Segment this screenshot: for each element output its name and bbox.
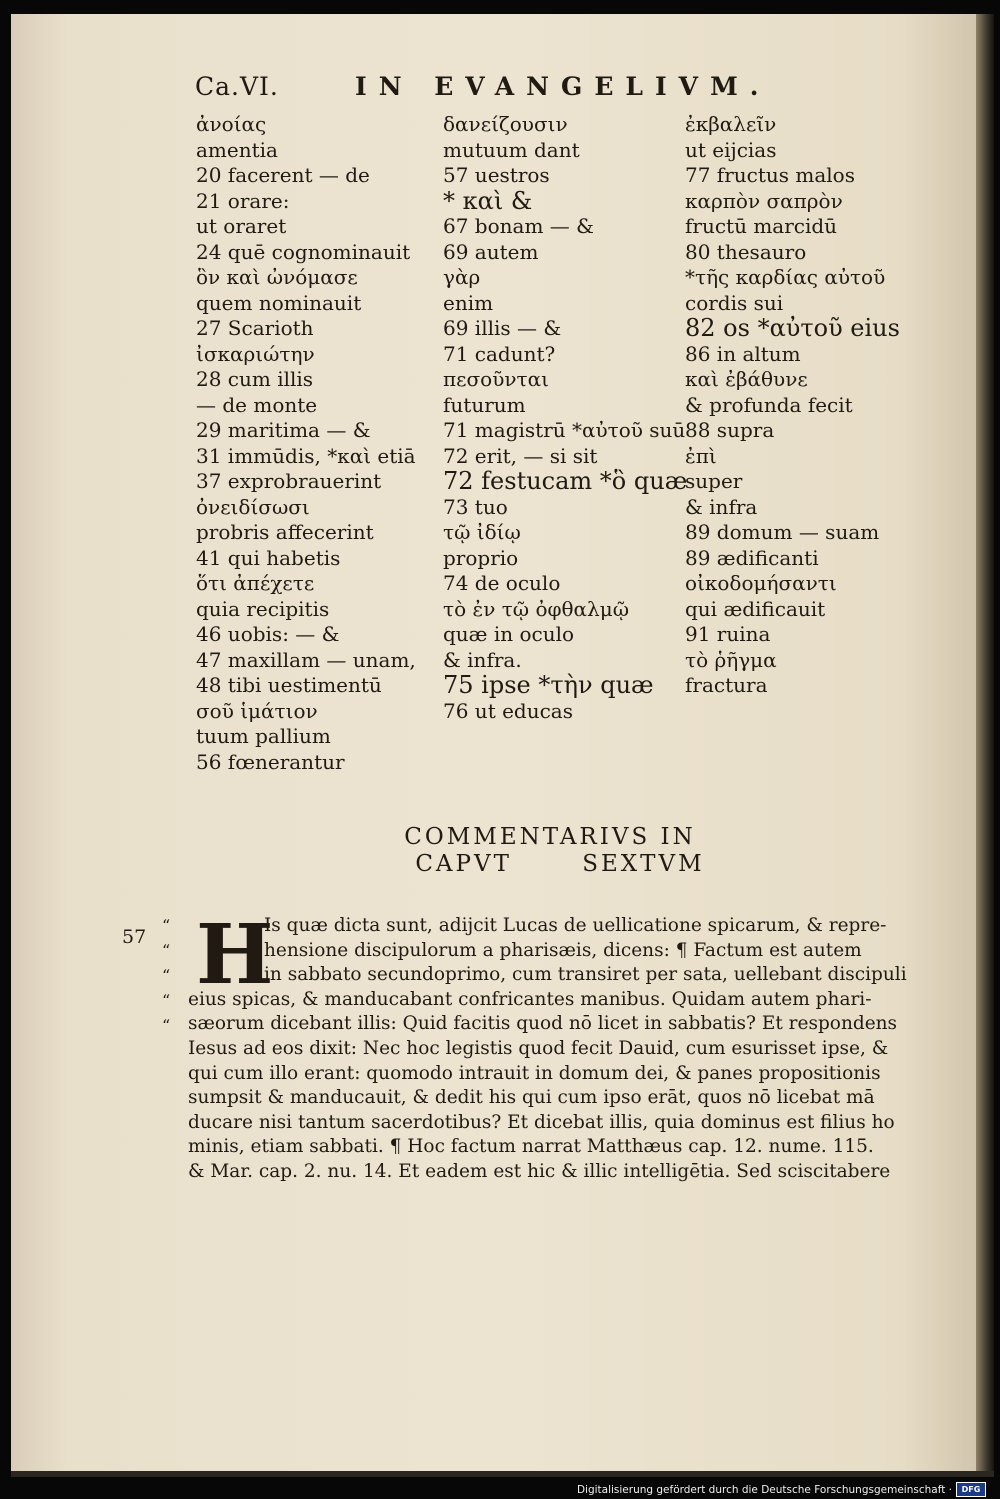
commentary-line: sumpsit & manducauit, & dedit his qui cum ipso erāt, quos nō licebat mā — [188, 1087, 875, 1109]
annotation-line: ut eijcias — [685, 137, 777, 162]
annotation-line: 72 erit, — si sit — [443, 443, 598, 468]
annotation-line: & profunda fecit — [685, 392, 853, 417]
commentary-line: minis, etiam sabbati. ¶ Hoc factum narrat Matthæus cap. 12. nume. 115. — [188, 1136, 874, 1158]
running-header-chapter: Ca.VI. — [195, 72, 279, 101]
commentary-line: in sabbato secundoprimo, cum transiret per sata, uellebant discipuli — [264, 964, 907, 986]
annotation-line: probris affecerint — [196, 520, 374, 544]
digitization-footer — [577, 1482, 986, 1497]
annotation-line: * καὶ & — [443, 186, 533, 215]
annotation-line: & infra — [685, 494, 758, 519]
annotation-column-2 — [443, 112, 688, 724]
page-edge-shadow — [976, 14, 994, 1471]
quote-mark: “ — [162, 966, 171, 985]
annotation-line: οἰκοδομήσαντι — [685, 571, 837, 595]
annotation-line: 69 illis — & — [443, 316, 562, 340]
annotation-line: 47 maxillam — unam, — [196, 647, 416, 672]
annotation-line: tuum pallium — [196, 724, 331, 748]
annotation-line: καὶ ἐβάθυνε — [685, 367, 808, 391]
annotation-line: quem nominauit — [196, 290, 362, 315]
commentary-line: ducare nisi tantum sacerdotibus? Et dicebat illis, quia dominus est filius ho — [188, 1111, 895, 1133]
annotation-line: 74 de oculo — [443, 571, 561, 595]
commentary-line: qui cum illo erant: quomodo intrauit in domum dei, & panes propositionis — [188, 1062, 881, 1084]
annotation-line: 28 cum illis — [196, 367, 314, 391]
annotation-line: 41 qui habetis — [196, 545, 341, 570]
annotation-line: 56 fœnerantur — [196, 749, 345, 774]
annotation-column-1 — [196, 112, 446, 775]
annotation-line: 69 autem — [443, 239, 539, 264]
dfg-logo-icon: DFG — [956, 1482, 986, 1497]
annotation-line: ὅτι ἀπέχετε — [196, 571, 315, 595]
annotation-line: καρπὸν σαπρὸν — [685, 188, 843, 213]
commentary-body — [188, 907, 920, 1185]
annotation-line: ὀνειδίσωσι — [196, 494, 310, 519]
annotation-line: 67 bonam — & — [443, 214, 594, 238]
annotation-line: τὸ ῥῆγμα — [685, 647, 777, 672]
annotation-line: 37 exprobrauerint — [196, 469, 382, 493]
annotation-line: 29 maritima — & — [196, 418, 371, 442]
footer-text: Digitalisierung gefördert durch die Deutsche Forschungsgemeinschaft · — [576, 1483, 952, 1496]
annotation-line: 71 magistrū *αὐτοῦ suū — [443, 418, 686, 442]
annotation-line: 46 uobis: — & — [196, 622, 340, 646]
commentary-title-line-2: CAPVT SEXTVM — [415, 851, 705, 877]
annotation-line: proprio — [443, 545, 519, 570]
annotation-line: ἐπὶ — [685, 443, 717, 468]
commentary-title-line-1: COMMENTARIVS IN — [404, 824, 696, 850]
margin-number: 57 — [122, 926, 147, 948]
annotation-line: 27 Scarioth — [196, 316, 314, 340]
annotation-line: 82 os *αὐτοῦ eius — [685, 314, 900, 342]
annotation-line: 76 ut educas — [443, 698, 573, 723]
annotation-line: amentia — [196, 137, 278, 162]
annotation-line: fructū marcidū — [685, 214, 838, 238]
annotation-line: super — [685, 469, 743, 493]
annotation-line: 75 ipse *τὴν quæ — [443, 671, 654, 699]
running-header-title: IN EVANGELIVM. — [355, 72, 771, 101]
annotation-line: γὰρ — [443, 265, 481, 289]
annotation-line: fractura — [685, 673, 768, 697]
annotation-line: ut oraret — [196, 214, 287, 238]
commentary-line: Iesus ad eos dixit: Nec hoc legistis quod fecit Dauid, cum esurisset ipse, & — [188, 1037, 889, 1059]
annotation-line: ὃν καὶ ὠνόμασε — [196, 265, 358, 289]
annotation-line: 77 fructus malos — [685, 163, 855, 187]
annotation-line: ἀνοίας — [196, 112, 267, 136]
annotation-line: πεσοῦνται — [443, 367, 549, 391]
annotation-line: & infra. — [443, 647, 522, 672]
annotation-line: δανείζουσιν — [443, 112, 568, 136]
annotation-line: τῷ ἰδίῳ — [443, 520, 521, 544]
annotation-line: 73 tuo — [443, 494, 508, 519]
quote-mark: “ — [162, 991, 171, 1010]
commentary-line: Is quæ dicta sunt, adijcit Lucas de uellicatione spicarum, & repre- — [264, 915, 887, 936]
annotation-line: 57 uestros — [443, 163, 550, 187]
annotation-line: 89 domum — suam — [685, 520, 880, 544]
quote-mark: “ — [162, 941, 171, 960]
annotation-line: 24 quē cognominauit — [196, 239, 411, 264]
annotation-line: ἐκβαλεῖν — [685, 112, 777, 136]
annotation-column-3 — [685, 112, 925, 699]
annotation-line: 20 facerent — de — [196, 163, 370, 187]
annotation-line: cordis sui — [685, 290, 784, 315]
commentary-line: & Mar. cap. 2. nu. 14. Et eadem est hic & illic intelligētia. Sed sciscitabere — [188, 1160, 891, 1182]
commentary-line: hensione discipulorum a pharisæis, dicens: ¶ Factum est autem — [264, 939, 862, 961]
annotation-line: 48 tibi uestimentū — [196, 673, 382, 697]
page-bottom-edge — [11, 1471, 994, 1477]
commentary-line: sæorum dicebant illis: Quid facitis quod nō licet in sabbatis? Et respondens — [188, 1013, 898, 1035]
annotation-line: 88 supra — [685, 418, 775, 442]
annotation-line: mutuum dant — [443, 137, 580, 162]
annotation-line: 80 thesauro — [685, 239, 807, 264]
drop-cap: H — [196, 907, 274, 1003]
annotation-line: σοῦ ἱμάτιον — [196, 698, 318, 723]
annotation-line: 89 ædificanti — [685, 545, 819, 570]
annotation-line: qui ædificauit — [685, 596, 826, 621]
annotation-line: 86 in altum — [685, 341, 801, 366]
annotation-line: 31 immūdis, *καὶ etiā — [196, 443, 416, 468]
quote-mark: “ — [162, 1016, 171, 1035]
annotation-line: 21 orare: — [196, 188, 290, 213]
commentary-line: eius spicas, & manducabant confricantes manibus. Quidam autem phari- — [188, 988, 872, 1010]
quote-mark: “ — [162, 916, 171, 935]
annotation-line: enim — [443, 290, 494, 315]
annotation-line: 72 festucam *ὃ quæ — [443, 467, 688, 495]
annotation-line: quæ in oculo — [443, 622, 575, 646]
annotation-line: futurum — [443, 392, 526, 417]
annotation-line: *τῆς καρδίας αὐτοῦ — [685, 265, 886, 289]
annotation-line: 91 ruina — [685, 622, 771, 646]
annotation-line: τὸ ἐν τῷ ὀφθαλμῷ — [443, 596, 630, 621]
annotation-line: 71 cadunt? — [443, 341, 556, 366]
annotation-line: ἰσκαριώτην — [196, 341, 315, 366]
annotation-line: — de monte — [196, 392, 318, 417]
annotation-line: quia recipitis — [196, 596, 330, 621]
